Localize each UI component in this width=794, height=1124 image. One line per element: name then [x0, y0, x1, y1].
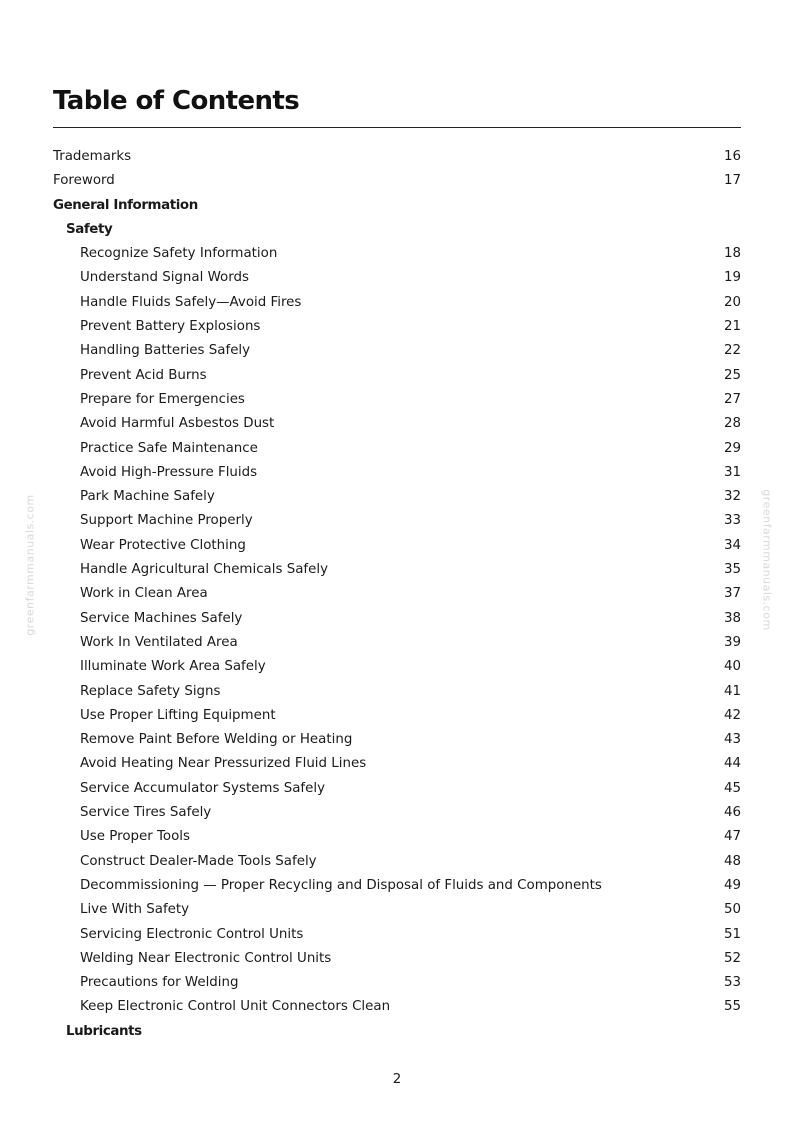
- toc-entry-page: 35: [723, 562, 741, 578]
- toc-entry-label: Servicing Electronic Control Units: [80, 926, 304, 942]
- toc-entry-label: Service Machines Safely: [80, 610, 243, 626]
- toc-entry-label: Park Machine Safely: [80, 489, 215, 505]
- toc-entry[interactable]: [53, 607, 741, 631]
- toc-entry-foreword[interactable]: [53, 169, 741, 193]
- toc-entry-page: 16: [723, 149, 741, 164]
- page-title: Table of Contents: [53, 86, 300, 116]
- toc-entry-page: 17: [723, 173, 741, 189]
- toc-entry[interactable]: [53, 874, 741, 898]
- toc-entry-label: Avoid Heating Near Pressurized Fluid Lines: [80, 756, 367, 772]
- toc-entry-label: Live With Safety: [80, 902, 190, 918]
- toc-entry-page: 28: [723, 416, 741, 432]
- toc-entry[interactable]: [53, 558, 741, 582]
- page-number: 2: [392, 1072, 402, 1087]
- toc-entry-label: Work in Clean Area: [80, 586, 208, 602]
- toc-entry-page: 32: [723, 489, 741, 505]
- toc-entry[interactable]: [53, 582, 741, 606]
- toc-entry-page: 33: [723, 513, 741, 529]
- toc-entry-label: Understand Signal Words: [80, 270, 249, 286]
- toc-entry-label: Use Proper Lifting Equipment: [80, 707, 276, 723]
- toc-entry-page: 25: [723, 367, 741, 383]
- toc-entry-page: 53: [723, 975, 741, 991]
- toc-entry-label: Service Tires Safely: [80, 805, 212, 821]
- toc-entry[interactable]: [53, 266, 741, 290]
- toc-entry-page: 20: [723, 294, 741, 310]
- toc-entry[interactable]: [53, 825, 741, 849]
- toc-entry-page: 31: [723, 464, 741, 480]
- toc-entry[interactable]: [53, 898, 741, 922]
- toc-entry[interactable]: [53, 388, 741, 412]
- toc-entry-label: Handle Fluids Safely—Avoid Fires: [80, 294, 302, 310]
- toc-entry-page: 49: [723, 877, 741, 893]
- toc-entry-page: 29: [723, 440, 741, 456]
- toc-entry[interactable]: [53, 364, 741, 388]
- toc-entry[interactable]: [53, 752, 741, 776]
- toc-entry-page: 43: [723, 732, 741, 748]
- toc-entry[interactable]: [53, 655, 741, 679]
- toc-entry[interactable]: [53, 728, 741, 752]
- toc-entry-label: Practice Safe Maintenance: [80, 440, 258, 456]
- toc-entry-page: 45: [723, 780, 741, 796]
- toc-entry[interactable]: [53, 777, 741, 801]
- toc-entry-page: 41: [723, 683, 741, 699]
- toc-entry-page: 51: [723, 926, 741, 942]
- toc-entry-label: Avoid High-Pressure Fluids: [80, 464, 258, 480]
- toc-entry-page: 55: [723, 999, 741, 1015]
- watermark-right: greenfarmmanuals.com: [760, 489, 774, 631]
- toc-entry-label: Construct Dealer-Made Tools Safely: [80, 853, 317, 869]
- toc-entry[interactable]: [53, 461, 741, 485]
- toc-entry-label: Precautions for Welding: [80, 975, 239, 991]
- toc-entry[interactable]: [53, 801, 741, 825]
- toc-entry[interactable]: [53, 923, 741, 947]
- toc-entry-page: 39: [723, 634, 741, 650]
- toc-entry-label: Keep Electronic Control Unit Connectors Clean: [80, 999, 391, 1015]
- toc-entry-label: Trademarks: [53, 149, 132, 164]
- toc-entry-label: Handling Batteries Safely: [80, 343, 251, 359]
- toc-entry-page: 52: [723, 950, 741, 966]
- toc-entry-page: 34: [723, 537, 741, 553]
- toc-entry-page: 22: [723, 343, 741, 359]
- toc-entry-label: Prevent Acid Burns: [80, 367, 207, 383]
- toc-entry[interactable]: [53, 315, 741, 339]
- toc-section-lubricants[interactable]: [53, 1020, 741, 1044]
- toc-entry[interactable]: [53, 339, 741, 363]
- toc-entry[interactable]: [53, 291, 741, 315]
- toc-section-general-information[interactable]: [53, 194, 741, 218]
- toc-entry-page: 50: [723, 902, 741, 918]
- toc-entry[interactable]: [53, 534, 741, 558]
- toc-entry[interactable]: [53, 509, 741, 533]
- toc-entry-page: 18: [723, 246, 741, 262]
- toc-entry[interactable]: [53, 242, 741, 266]
- toc-entry-label: Support Machine Properly: [80, 513, 253, 529]
- toc-entry-label: Foreword: [53, 173, 115, 189]
- toc-entry-label: Service Accumulator Systems Safely: [80, 780, 326, 796]
- toc-section-label: Safety: [66, 221, 113, 237]
- toc-section-label: General Information: [53, 197, 198, 213]
- toc-entry[interactable]: [53, 631, 741, 655]
- toc-entry-label: Avoid Harmful Asbestos Dust: [80, 416, 275, 432]
- toc-entry-page: 21: [723, 319, 741, 335]
- toc-entry-page: 48: [723, 853, 741, 869]
- toc-entry-trademarks[interactable]: [53, 145, 741, 169]
- toc-entry-label: Use Proper Tools: [80, 829, 191, 845]
- toc-entry-label: Welding Near Electronic Control Units: [80, 950, 332, 966]
- toc-entry-label: Illuminate Work Area Safely: [80, 659, 266, 675]
- toc-entry[interactable]: [53, 437, 741, 461]
- toc-list: [53, 145, 741, 1044]
- toc-section-safety[interactable]: [53, 218, 741, 242]
- toc-entry[interactable]: [53, 680, 741, 704]
- toc-entry-page: 42: [723, 707, 741, 723]
- watermark-left: greenfarmmanuals.com: [23, 494, 37, 636]
- toc-entry-page: 27: [723, 391, 741, 407]
- toc-entry-page: 37: [723, 586, 741, 602]
- toc-entry-label: Prepare for Emergencies: [80, 391, 245, 407]
- toc-entry-page: 46: [723, 805, 741, 821]
- toc-entry-page: 47: [723, 829, 741, 845]
- toc-entry-label: Handle Agricultural Chemicals Safely: [80, 562, 329, 578]
- toc-entry-page: 38: [723, 610, 741, 626]
- toc-entry[interactable]: [53, 850, 741, 874]
- toc-entry[interactable]: [53, 485, 741, 509]
- toc-section-label: Lubricants: [66, 1023, 142, 1039]
- toc-entry-label: Wear Protective Clothing: [80, 537, 246, 553]
- toc-entry-page: 40: [723, 659, 741, 675]
- toc-entry[interactable]: [53, 995, 741, 1019]
- toc-entry[interactable]: [53, 412, 741, 436]
- toc-entry[interactable]: [53, 947, 741, 971]
- toc-entry-label: Replace Safety Signs: [80, 683, 221, 699]
- toc-entry-label: Decommissioning — Proper Recycling and Disposal of Fluids and Components: [80, 877, 602, 893]
- toc-entry-label: Prevent Battery Explosions: [80, 319, 261, 335]
- toc-entry-page: 44: [723, 756, 741, 772]
- toc-entry-label: Remove Paint Before Welding or Heating: [80, 732, 353, 748]
- title-divider: [53, 127, 741, 128]
- toc-entry[interactable]: [53, 971, 741, 995]
- toc-entry-page: 19: [723, 270, 741, 286]
- toc-entry[interactable]: [53, 704, 741, 728]
- toc-entry-label: Work In Ventilated Area: [80, 634, 238, 650]
- toc-entry-label: Recognize Safety Information: [80, 246, 278, 262]
